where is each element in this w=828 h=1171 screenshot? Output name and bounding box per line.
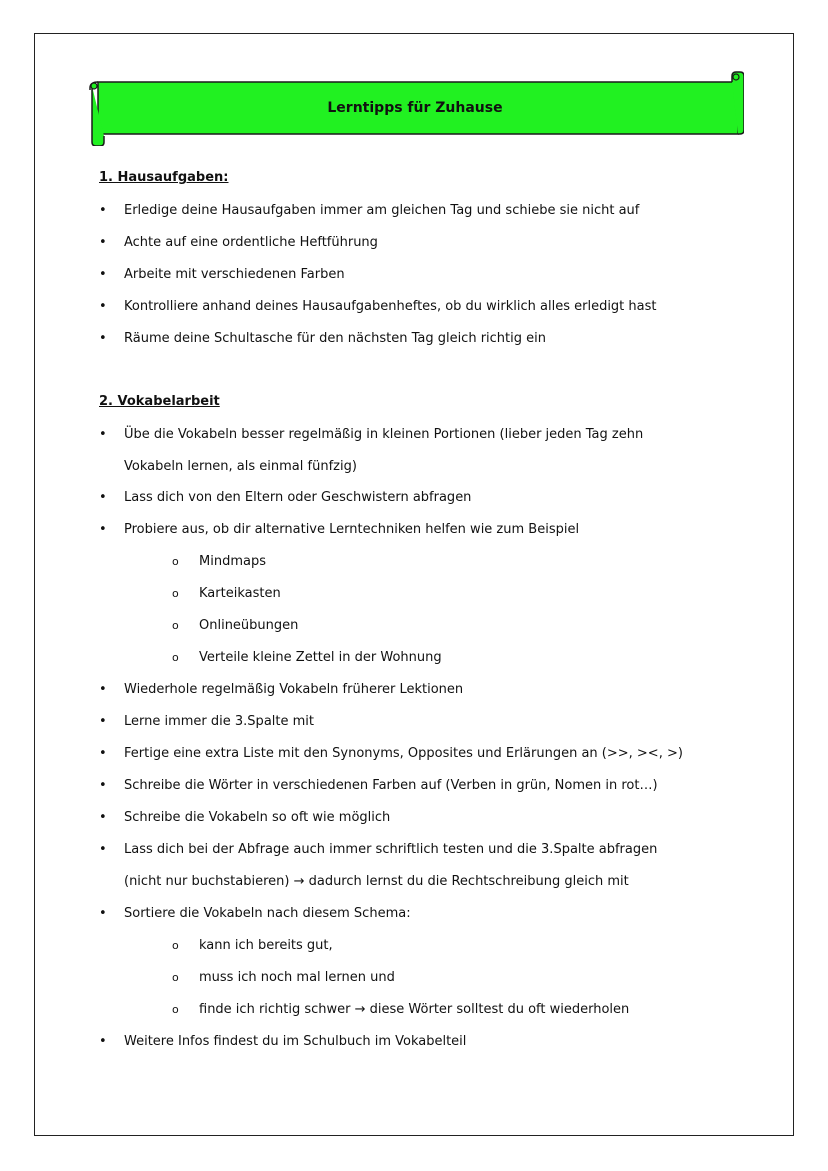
bullet-icon: •	[99, 906, 107, 921]
section-heading-vokabelarbeit: 2. Vokabelarbeit	[99, 394, 220, 409]
circle-bullet-icon: o	[172, 555, 179, 568]
bullet-icon: •	[99, 778, 107, 793]
circle-bullet-icon: o	[172, 971, 179, 984]
list-item-continuation: Vokabeln lernen, als einmal fünfzig)	[124, 459, 357, 474]
bullet-icon: •	[99, 267, 107, 282]
list-item-continuation: (nicht nur buchstabieren) → dadurch lernst du die Rechtschreibung gleich mit	[124, 874, 629, 889]
bullet-icon: •	[99, 746, 107, 761]
bullet-icon: •	[99, 203, 107, 218]
circle-bullet-icon: o	[172, 651, 179, 664]
title-scroll-banner	[86, 70, 744, 146]
section-heading-hausaufgaben: 1. Hausaufgaben:	[99, 170, 229, 185]
bullet-icon: •	[99, 299, 107, 314]
bullet-icon: •	[99, 522, 107, 537]
bullet-icon: •	[99, 331, 107, 346]
bullet-icon: •	[99, 842, 107, 857]
bullet-icon: •	[99, 490, 107, 505]
circle-bullet-icon: o	[172, 939, 179, 952]
bullet-icon: •	[99, 1034, 107, 1049]
circle-bullet-icon: o	[172, 1003, 179, 1016]
circle-bullet-icon: o	[172, 587, 179, 600]
bullet-icon: •	[99, 235, 107, 250]
circle-bullet-icon: o	[172, 619, 179, 632]
bullet-icon: •	[99, 810, 107, 825]
bullet-icon: •	[99, 427, 107, 442]
bullet-icon: •	[99, 682, 107, 697]
bullet-icon: •	[99, 714, 107, 729]
page-title: Lerntipps für Zuhause	[327, 100, 503, 116]
